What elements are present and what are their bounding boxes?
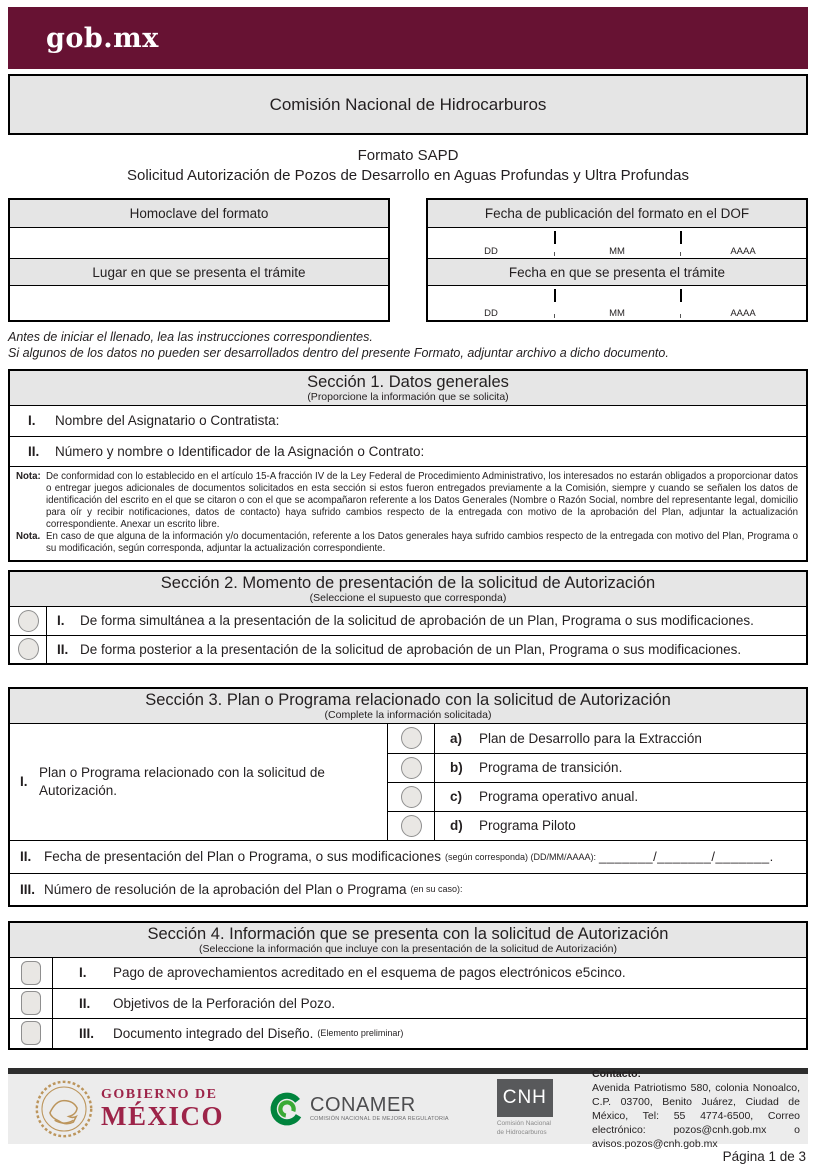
section-1-title: Sección 1. Datos generales <box>307 372 509 391</box>
item-numeral: I. <box>20 774 28 790</box>
check-row-objetivos <box>10 988 806 1018</box>
agency-title: Comisión Nacional de Hidrocarburos <box>269 94 547 114</box>
item-small-note: (según corresponda) (DD/MM/AAAA): <box>444 851 597 862</box>
option-letter: a) <box>450 730 463 746</box>
radio-cell <box>10 607 47 635</box>
item-label: Plan o Programa relacionado con la solicitud de Autorización. <box>39 764 325 798</box>
field-numero-resolucion[interactable] <box>10 873 806 905</box>
item-label: Nombre del Asignatario o Contratista: <box>55 413 280 428</box>
field-numero-asignacion[interactable] <box>10 436 806 466</box>
cnh-subtitle-line-1: Comisión Nacional <box>496 1120 552 1128</box>
note-label: Nota: <box>16 470 41 482</box>
place-input[interactable] <box>10 286 388 320</box>
contact-label: Contacto: <box>592 1067 641 1080</box>
section-2-title: Sección 2. Momento de presentación de la solicitud de Autorización <box>160 573 656 592</box>
cnh-subtitle-line-2: de Hidrocarburos <box>496 1129 547 1137</box>
option-label: De forma simultánea a la presentación de la solicitud de aprobación de un Plan, Programa o sus modificaciones. <box>80 613 754 629</box>
section-4-informacion-presentada <box>8 921 808 1050</box>
option-row-plan-desarrollo <box>388 724 806 753</box>
right-field-column <box>426 198 808 322</box>
note-2 <box>16 531 798 555</box>
item-numeral: I. <box>79 965 87 981</box>
place-label: Lugar en que se presenta el trámite <box>92 264 306 280</box>
date-divider <box>680 289 682 302</box>
option-row-programa-transicion <box>388 753 806 782</box>
item-numeral: II. <box>28 443 40 459</box>
section-1-header <box>10 371 806 406</box>
section-3-body <box>10 724 806 841</box>
day-label: DD <box>484 246 498 257</box>
eagle-emblem-icon <box>34 1079 94 1139</box>
date-part-labels <box>428 308 806 319</box>
checkbox-cell <box>10 958 53 988</box>
present-date-label: Fecha en que se presenta el trámite <box>508 264 726 280</box>
conamer-wordmark <box>310 1095 449 1123</box>
item-numeral: I. <box>28 413 36 428</box>
item-small-note: (Elemento preliminar) <box>317 1028 404 1039</box>
plan-programa-question <box>10 724 388 840</box>
dof-date-label: Fecha de publicación del formato en el DOF <box>484 206 750 221</box>
note-text: En caso de que alguna de la información y/o documentación, referente a los Datos generales haya sufrido cambios respecto de la entregada con motivo del Plan, Programa o su modificación, según corresponda, adjuntar la actualización correspondiente. <box>46 530 798 554</box>
radio-cell <box>388 812 435 840</box>
form-title: Formato SAPD <box>357 147 459 164</box>
mexico-text: MÉXICO <box>101 1100 224 1131</box>
radio-programa-transicion[interactable] <box>401 757 422 779</box>
section-2-momento-presentacion <box>8 570 808 665</box>
item-label: Objetivos de la Perforación del Pozo. <box>113 995 336 1011</box>
present-date-header <box>428 258 806 286</box>
item-numeral: II. <box>79 995 91 1011</box>
homoclave-header <box>10 200 388 228</box>
note-1 <box>16 471 798 531</box>
option-numeral: II. <box>57 641 69 657</box>
check-body <box>53 1019 806 1048</box>
radio-cell <box>10 636 47 663</box>
section-1-datos-generales <box>8 369 808 562</box>
cnh-logo <box>497 1079 553 1138</box>
year-label: AAAA <box>730 246 756 257</box>
radio-cell <box>388 754 435 782</box>
instructions-block <box>8 329 808 362</box>
item-small-note: (en su caso): <box>410 884 463 895</box>
option-label: Plan de Desarrollo para la Extracción <box>479 730 702 746</box>
month-label: MM <box>609 308 625 319</box>
footer <box>8 1067 808 1150</box>
item-label: Número de resolución de la aprobación del Plan o Programa <box>44 881 407 897</box>
section-1-subtitle: (Proporcione la información que se solicita) <box>307 390 509 403</box>
radio-posterior[interactable] <box>18 638 39 660</box>
form-subtitle: Solicitud Autorización de Pozos de Desarrollo en Aguas Profundas y Ultra Profundas <box>127 166 689 184</box>
radio-plan-desarrollo[interactable] <box>401 727 422 749</box>
conamer-subtitle: COMISIÓN NACIONAL DE MEJORA REGULATORIA <box>310 1115 449 1122</box>
option-letter: d) <box>450 818 463 834</box>
section-3-subtitle: (Complete la información solicitada) <box>324 708 492 721</box>
option-numeral: I. <box>57 613 65 629</box>
page-number: Página 1 de 3 <box>722 1148 806 1164</box>
dof-date-header <box>428 200 806 228</box>
option-label: Programa de transición. <box>479 760 623 776</box>
conamer-name: CONAMER <box>310 1093 416 1116</box>
checkbox-objetivos-perforacion[interactable] <box>21 991 41 1015</box>
radio-programa-operativo[interactable] <box>401 786 422 808</box>
section-2-subtitle: (Seleccione el supuesto que corresponda) <box>309 591 507 604</box>
contact-block <box>592 1067 800 1151</box>
top-field-grid <box>8 198 808 322</box>
item-label: Número y nombre o Identificador de la Asignación o Contrato: <box>55 443 425 459</box>
section-3-header <box>10 689 806 724</box>
field-fecha-presentacion[interactable] <box>10 841 806 873</box>
radio-cell <box>388 783 435 811</box>
check-row-pago <box>10 958 806 988</box>
check-row-documento <box>10 1018 806 1048</box>
gobierno-mexico-wordmark <box>101 1088 224 1130</box>
present-date-input[interactable] <box>428 286 806 320</box>
date-divider <box>554 231 556 244</box>
month-label: MM <box>609 246 625 257</box>
instruction-line-1: Antes de iniciar el llenado, lea las instrucciones correspondientes. <box>8 330 373 344</box>
section-3-plan-programa <box>8 687 808 907</box>
checkbox-cell <box>10 989 53 1018</box>
brand-bar <box>8 7 808 69</box>
item-label: Pago de aprovechamientos acreditado en el esquema de pagos electrónicos e5cinco. <box>113 965 626 981</box>
section-4-title: Sección 4. Información que se presenta con la solicitud de Autorización <box>147 924 669 943</box>
check-body <box>53 989 806 1018</box>
section-1-notes <box>10 466 806 560</box>
check-body <box>53 958 806 988</box>
option-row-posterior <box>10 635 806 663</box>
conamer-icon <box>268 1090 306 1128</box>
section-3-title: Sección 3. Plan o Programa relacionado con la solicitud de Autorización <box>145 690 671 709</box>
day-label: DD <box>484 308 498 319</box>
option-row-simultanea <box>10 607 806 635</box>
form-title-block <box>8 146 808 185</box>
agency-title-box <box>8 74 808 135</box>
homoclave-input[interactable] <box>10 228 388 258</box>
cnh-subtitle <box>497 1120 553 1138</box>
option-row-programa-operativo <box>388 782 806 811</box>
option-label: De forma posterior a la presentación de la solicitud de aprobación de un Plan, Programa o sus modificaciones. <box>80 641 742 657</box>
option-letter: b) <box>450 760 463 776</box>
checkbox-documento-diseno[interactable] <box>21 1021 41 1045</box>
date-divider <box>680 231 682 244</box>
gobmx-logo: gob.mx <box>46 22 159 54</box>
option-label: Programa Piloto <box>479 818 576 834</box>
option-body <box>47 636 806 663</box>
note-label: Nota. <box>16 530 41 542</box>
item-numeral: II. <box>20 849 32 865</box>
gobierno-de-text: GOBIERNO DE <box>101 1086 218 1102</box>
checkbox-pago-aprovechamientos[interactable] <box>21 961 41 985</box>
option-row-programa-piloto <box>388 811 806 840</box>
instruction-line-2: Si algunos de los datos no pueden ser desarrollados dentro del presente Formato, adjuntar archivo a dicho documento. <box>8 346 669 361</box>
option-letter: c) <box>450 789 463 805</box>
section-4-header <box>10 923 806 958</box>
checkbox-cell <box>10 1019 53 1048</box>
radio-simultanea[interactable] <box>18 610 39 632</box>
item-label: Fecha de presentación del Plan o Programa, o sus modificaciones <box>44 849 441 865</box>
section-2-header <box>10 572 806 607</box>
homoclave-label: Homoclave del formato <box>129 206 269 221</box>
plan-programa-options <box>388 724 806 840</box>
item-numeral: III. <box>79 1025 95 1041</box>
item-label: Documento integrado del Diseño. <box>113 1025 314 1041</box>
contact-text: Avenida Patriotismo 580, colonia Nonoalco, C.P. 03700, Benito Juárez, Ciudad de México, Tel: 55 4774-6500, Correo electrónico: pozos@cnh.gob.mx o avisos.pozos@cnh.gob.mx <box>592 1081 800 1150</box>
option-label: Programa operativo anual. <box>479 789 639 805</box>
field-nombre-asignatario[interactable] <box>10 406 806 436</box>
left-field-column <box>8 198 390 322</box>
radio-programa-piloto[interactable] <box>401 815 422 837</box>
date-divider <box>554 289 556 302</box>
note-text: De conformidad con lo establecido en el artículo 15-A fracción IV de la Ley Federal de Procedimiento Administrativo, los interesados no estarán obligados a proporcionar datos o entregar juegos adicionales de documentos solicitados en esta sección si estos fueron entregados previamente a la Comisión, siempre y cuando se señalen los datos de identificación del escrito en el que se citaron o con el que se acompañaron referente a los Datos Generales (Nombre o Razón Social, nombre del representante legal, domicilio para oír y recibir notificaciones, datos de contacto) haya sufrido cambios respecto de la entregada con motivo de la aprobación del Plan, adjuntar la actualización correspondiente. Anexar un escrito libre. <box>46 470 798 530</box>
item-numeral: III. <box>20 881 36 897</box>
gobierno-mexico-logo <box>34 1079 224 1139</box>
dof-date-input[interactable] <box>428 228 806 258</box>
radio-cell <box>388 724 435 753</box>
cnh-wordmark: CNH <box>497 1079 553 1117</box>
date-part-labels <box>428 246 806 257</box>
place-header <box>10 258 388 286</box>
date-blank-line[interactable]: _______/_______/_______. <box>599 849 774 865</box>
year-label: AAAA <box>730 308 756 319</box>
section-4-subtitle: (Seleccione la información que incluye con la presentación de la solicitud de Autorización) <box>199 942 617 955</box>
conamer-logo <box>268 1090 449 1128</box>
option-body <box>47 607 806 635</box>
